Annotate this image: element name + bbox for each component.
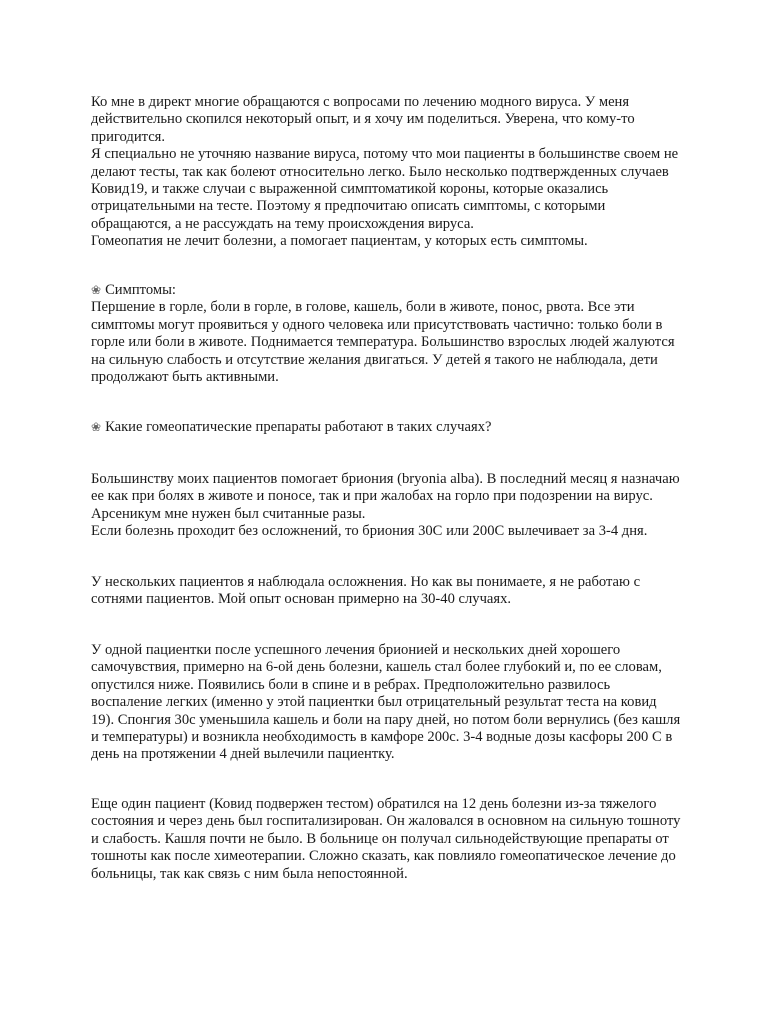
- text-line: Еще один пациент (Ковид подвержен тестом) обратился на 12 день болезни из-за тяжелого: [91, 796, 657, 812]
- text-line: на сильную слабость и отсутствие желания двигаться. У детей я такого не наблюдала, дети: [91, 351, 658, 368]
- text-line: Арсеникум мне нужен был считанные разы.: [91, 505, 366, 522]
- heading-text: Симптомы:: [105, 282, 176, 298]
- text-line: самочувствия, примерно на 6-ой день болезни, кашель стал более глубокий и, по ее словам,: [91, 659, 662, 676]
- heading-text: Какие гомеопатические препараты работают в таких случаях?: [105, 419, 492, 435]
- text-line: У одной пациентки после успешного лечения брионией и нескольких дней хорошего: [91, 642, 621, 658]
- section-heading-symptoms: [91, 282, 691, 299]
- section-heading-remedies: [91, 419, 691, 436]
- text-line: состояния и через день был госпитализирован. Он жаловался в основном на сильную тошноту: [91, 813, 681, 830]
- text-line: ее как при болях в животе и поносе, так и при жалобах на горло при подозрении на вирус.: [91, 488, 653, 505]
- text-line: обращаются, а не рассуждать на тему происхождения вируса.: [91, 215, 474, 232]
- text-line: горле или боли в животе. Поднимается температура. Большинство взрослых людей жалуются: [91, 334, 675, 351]
- text-line: У нескольких пациентов я наблюдала осложнения. Но как вы понимаете, я не работаю с: [91, 574, 641, 590]
- paragraph-complications: [91, 574, 691, 609]
- text-line: больницы, так как связь с ним была непостоянной.: [91, 865, 408, 882]
- text-line: симптомы могут проявиться у одного человека или присутствовать частично: только боли в: [91, 316, 663, 333]
- text-line: тошноты как после химеотерапии. Сложно сказать, как повлияло гомеопатическое лечение до: [91, 848, 676, 865]
- text-line: сотнями пациентов. Мой опыт основан примерно на 30-40 случаях.: [91, 591, 512, 608]
- paragraph-case-two: [91, 796, 691, 883]
- text-line: воспаление легких (именно у этой пациентки был отрицательный результат теста на ковид: [91, 694, 657, 711]
- paragraph-remedies-heading: [91, 419, 691, 436]
- text-line: пригодится.: [91, 128, 166, 145]
- text-line: Большинству моих пациентов помогает бриония (bryonia alba). В последний месяц я назначаю: [91, 471, 680, 487]
- text-line: Гомеопатия не лечит болезни, а помогает пациентам, у которых есть симптомы.: [91, 233, 588, 250]
- text-line: и температуры) и возникла необходимость в камфоре 200с. 3-4 водные дозы касфоры 200 С в: [91, 728, 673, 745]
- paragraph-bryonia: [91, 471, 691, 541]
- text-line: отрицательными на тесте. Поэтому я предпочитаю описать симптомы, с которыми: [91, 198, 606, 215]
- text-line: день на протяжении 4 дней вылечили пациентку.: [91, 746, 395, 763]
- text-line: продолжают быть активными.: [91, 368, 279, 385]
- text-line: делают тесты, так как болеют относительно легко. Было несколько подтвержденных случаев: [91, 163, 669, 180]
- text-line: Ковид19, и также случаи с выраженной симптоматикой короны, которые оказались: [91, 180, 609, 197]
- text-line: опустился ниже. Появились боли в спине и в ребрах. Предположительно развилось: [91, 676, 611, 693]
- paragraph-case-one: [91, 642, 691, 764]
- flower-bullet-icon: ❀: [91, 283, 102, 297]
- flower-bullet-icon: ❀: [91, 420, 102, 434]
- paragraph-symptoms: [91, 282, 691, 386]
- text-line: 19). Спонгия 30с уменьшила кашель и боли на пару дней, но потом боли вернулись (без кашля: [91, 711, 681, 728]
- paragraph-intro: [91, 94, 691, 251]
- text-line: Если болезнь проходит без осложнений, то бриония 30С или 200С вылечивает за 3-4 дня.: [91, 523, 648, 540]
- text-line: действительно скопился некоторый опыт, и я хочу им поделиться. Уверена, что кому-то: [91, 111, 635, 128]
- text-line: и слабость. Кашля почти не было. В больнице он получал сильнодействующие препараты от: [91, 830, 669, 847]
- text-line: Я специально не уточняю название вируса, потому что мои пациенты в большинстве своем не: [91, 146, 679, 163]
- text-line: Першение в горле, боли в горле, в голове, кашель, боли в животе, понос, рвота. Все эти: [91, 299, 635, 316]
- text-line: Ко мне в директ многие обращаются с вопросами по лечению модного вируса. У меня: [91, 94, 630, 110]
